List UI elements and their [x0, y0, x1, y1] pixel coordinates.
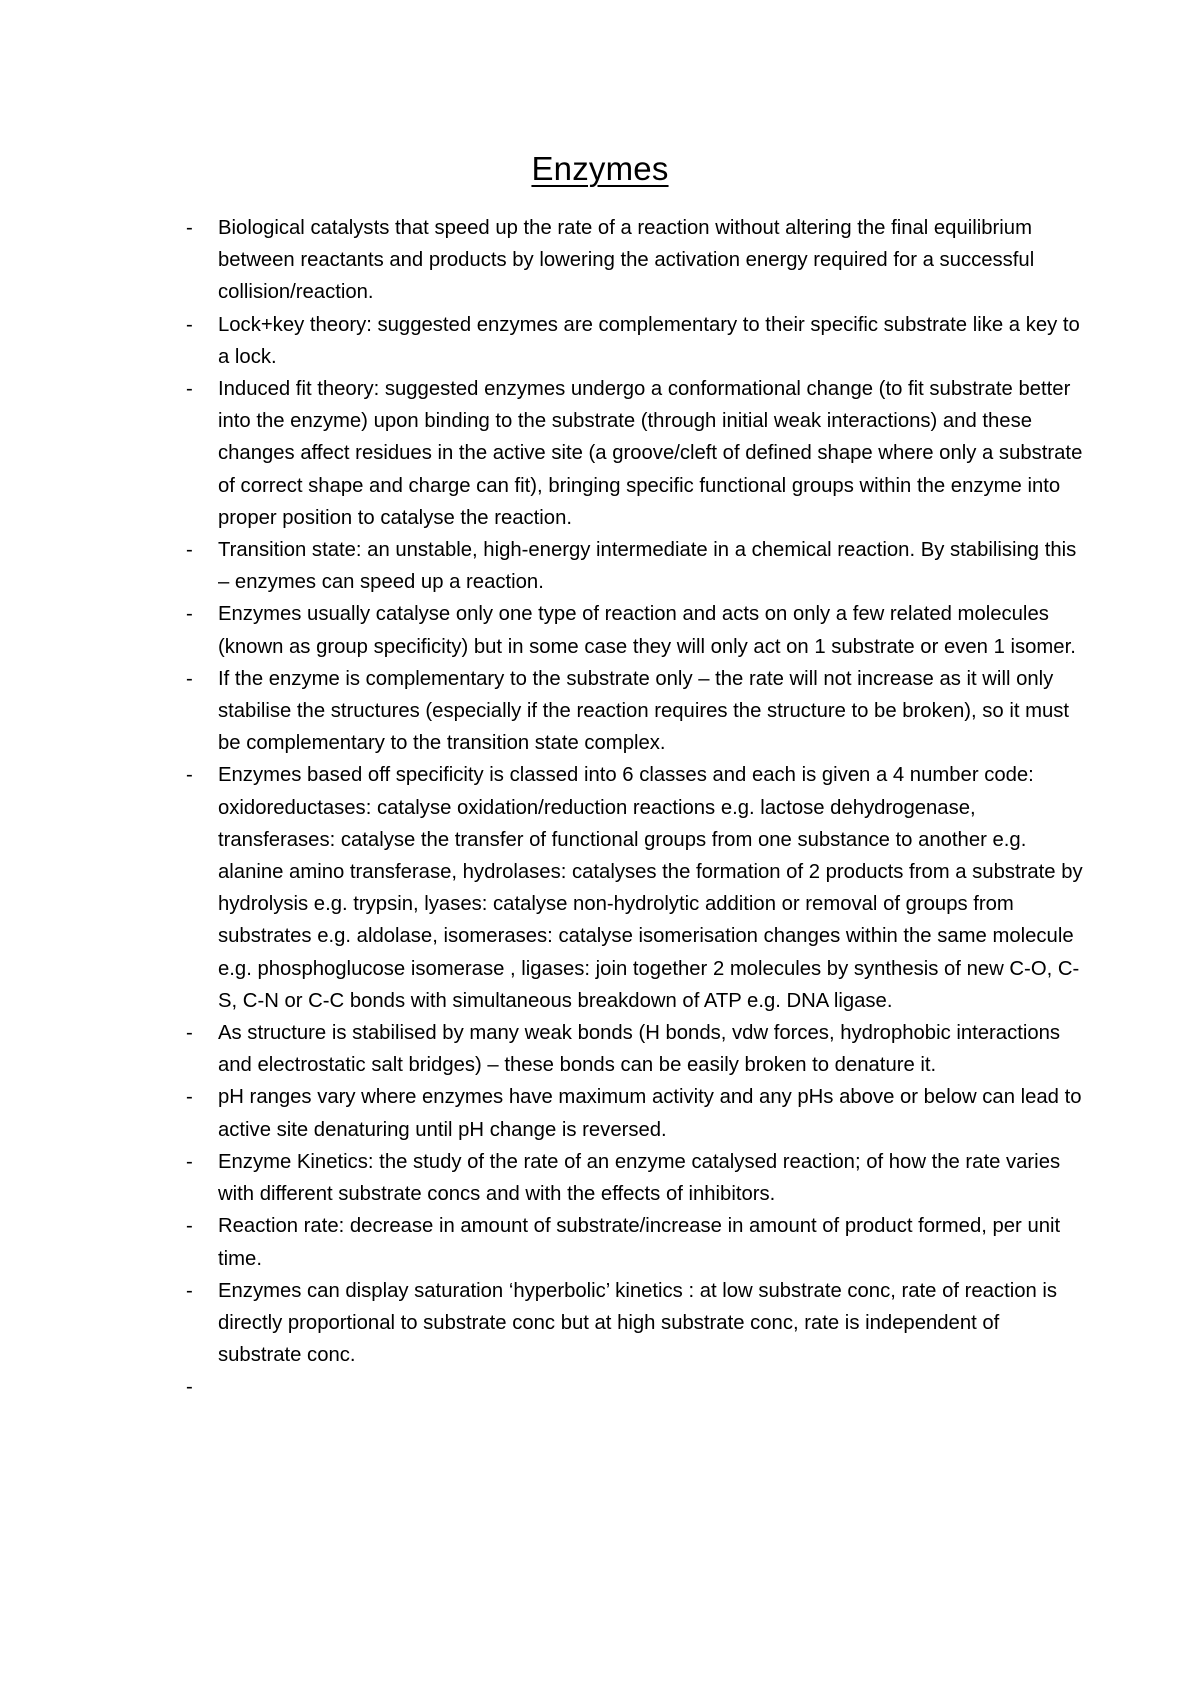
bullet-item [186, 534, 1086, 598]
bullet-text: Transition state: an unstable, high-energy intermediate in a chemical reaction. By stabilising this – enzymes can speed up a reaction. [218, 539, 1077, 594]
bullet-dash: - [186, 313, 193, 336]
bullet-text: If the enzyme is complementary to the substrate only – the rate will not increase as it will only stabilise the structures (especially if the reaction requires the structure to be broken), so it must be complementary to the transition state complex. [218, 667, 1070, 755]
bullet-text: Induced fit theory: suggested enzymes undergo a conformational change (to fit substrate better into the enzyme) upon binding to the substrate (through initial weak interactions) and these changes affect residues in the active site (a groove/cleft of defined shape where only a substrate of correct shape and charge can fit), bringing specific functional groups within the enzyme into proper position to catalyse the reaction. [218, 378, 1083, 529]
bullet-dash: - [186, 1215, 193, 1238]
bullet-text: Enzymes usually catalyse only one type of reaction and acts on only a few related molecules (known as group specificity) but in some case they will only act on 1 substrate or even 1 isomer. [218, 603, 1076, 658]
bullet-dash: - [186, 539, 193, 562]
bullet-item [186, 663, 1086, 760]
bullet-text: Lock+key theory: suggested enzymes are complementary to their specific substrate like a key to a lock. [218, 313, 1080, 368]
bullet-item [186, 1371, 1086, 1403]
bullet-dash: - [186, 1279, 193, 1302]
page-title: Enzymes [531, 150, 669, 187]
bullet-text: pH ranges vary where enzymes have maximum activity and any pHs above or below can lead to active site denaturing until pH change is reversed. [218, 1086, 1082, 1141]
bullet-dash: - [186, 1376, 193, 1399]
bullet-list [186, 212, 1086, 1404]
bullet-item [186, 1146, 1086, 1210]
bullet-dash: - [186, 667, 193, 690]
bullet-item [186, 309, 1086, 373]
bullet-dash: - [186, 1086, 193, 1109]
bullet-text: Biological catalysts that speed up the rate of a reaction without altering the final equilibrium between reactants and products by lowering the activation energy required for a successful collision/reaction. [218, 217, 1035, 304]
bullet-item [186, 212, 1086, 309]
bullet-item [186, 598, 1086, 662]
bullet-text: Enzymes based off specificity is classed into 6 classes and each is given a 4 number code: oxidoreductases: catalyse oxidation/reduction reactions e.g. lactose dehydrogenase, transferases: catalyse the transfer of functional groups from one substance to another e.g. alanine amino transferase, hydrolases: catalyses the formation of 2 products from a substrate by hydrolysis e.g. trypsin, lyases: catalyse non-hydrolytic addition or removal of groups from substrates e.g. aldolase, isomerases: catalyse isomerisation changes within the same molecule e.g. phosphoglucose isomerase , ligases: join together 2 molecules by synthesis of new C-O, C-S, C-N or C-C bonds with simultaneous breakdown of ATP e.g. DNA ligase. [218, 764, 1083, 1012]
bullet-dash: - [186, 1022, 193, 1045]
bullet-item [186, 373, 1086, 534]
bullet-dash: - [186, 764, 193, 787]
bullet-text: Enzymes can display saturation ‘hyperbolic’ kinetics : at low substrate conc, rate of reaction is directly proportional to substrate conc but at high substrate conc, rate is independent of substrate conc. [218, 1279, 1058, 1367]
bullet-dash: - [186, 217, 193, 239]
bullet-text: Reaction rate: decrease in amount of substrate/increase in amount of product formed, per unit time. [218, 1215, 1061, 1270]
bullet-dash: - [186, 1150, 193, 1173]
bullet-text [218, 1371, 1086, 1403]
bullet-item [186, 1210, 1086, 1274]
bullet-dash: - [186, 603, 193, 626]
bullet-dash: - [186, 378, 193, 401]
bullet-item [186, 1017, 1086, 1081]
bullet-item [186, 1081, 1086, 1145]
bullet-text: Enzyme Kinetics: the study of the rate of an enzyme catalysed reaction; of how the rate varies with different substrate concs and with the effects of inhibitors. [218, 1150, 1061, 1206]
bullet-item [186, 1275, 1086, 1372]
bullet-item [186, 759, 1086, 1017]
bullet-text: As structure is stabilised by many weak bonds (H bonds, vdw forces, hydrophobic interactions and electrostatic salt bridges) – these bonds can be easily broken to denature it. [218, 1022, 1061, 1077]
